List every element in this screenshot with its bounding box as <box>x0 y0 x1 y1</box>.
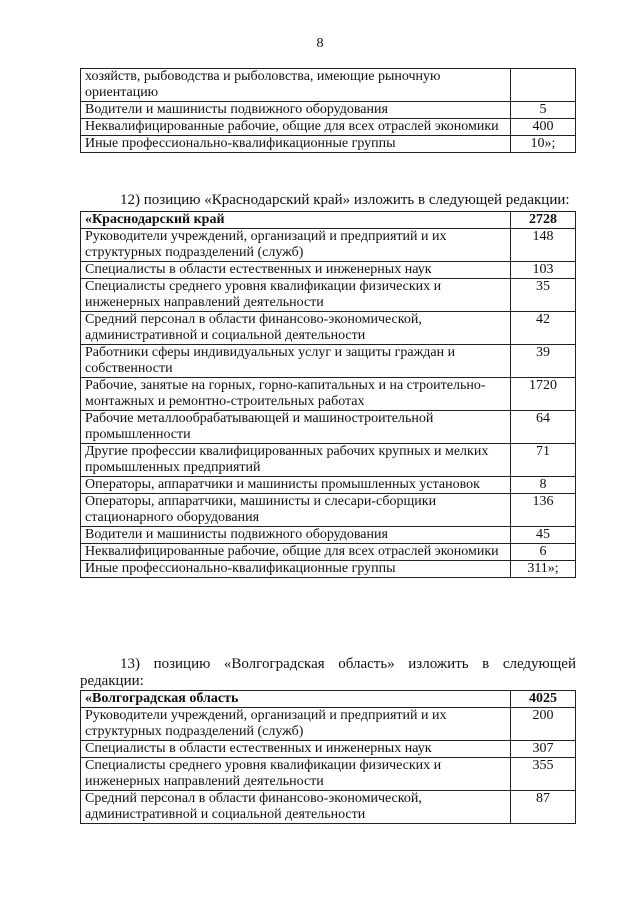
quota-value-cell: 8 <box>511 477 576 494</box>
table-row <box>81 69 576 102</box>
paragraph-12: 12) позицию «Краснодарский край» изложить в следующей редакции: <box>120 192 570 208</box>
table-row <box>81 279 576 312</box>
quota-value-cell: 200 <box>511 708 576 741</box>
quota-value-cell: 35 <box>511 279 576 312</box>
occupation-group-cell: Операторы, аппаратчики и машинисты промышленных установок <box>81 477 511 494</box>
occupation-group-cell: Иные профессионально-квалификационные группы <box>81 136 511 153</box>
table-row <box>81 561 576 578</box>
table-row <box>81 741 576 758</box>
occupation-group-cell: Руководители учреждений, организаций и предприятий и их структурных подразделений (служб) <box>81 708 511 741</box>
table-row <box>81 378 576 411</box>
occupation-group-cell: Специалисты среднего уровня квалификации физических и инженерных направлений деятельности <box>81 758 511 791</box>
quota-value-cell: 148 <box>511 229 576 262</box>
region-total-cell: 4025 <box>511 691 576 708</box>
table-row <box>81 477 576 494</box>
table-volgograd <box>80 690 576 824</box>
occupation-group-cell: Рабочие, занятые на горных, горно-капитальных и на строительно-монтажных и ремонтно-строительных работах <box>81 378 511 411</box>
quota-value-cell: 103 <box>511 262 576 279</box>
quota-value-cell: 5 <box>511 102 576 119</box>
table-row <box>81 119 576 136</box>
quota-value-cell <box>511 69 576 102</box>
table-row <box>81 136 576 153</box>
occupation-group-cell: Работники сферы индивидуальных услуг и защиты граждан и собственности <box>81 345 511 378</box>
table-row <box>81 527 576 544</box>
quota-value-cell: 71 <box>511 444 576 477</box>
table-krasnodar <box>80 211 576 578</box>
quota-value-cell: 45 <box>511 527 576 544</box>
table-row <box>81 708 576 741</box>
quota-value-cell: 42 <box>511 312 576 345</box>
table-row <box>81 494 576 527</box>
table-header-row <box>81 212 576 229</box>
quota-value-cell: 136 <box>511 494 576 527</box>
table-row <box>81 544 576 561</box>
page-number: 8 <box>316 36 324 51</box>
quota-value-cell: 1720 <box>511 378 576 411</box>
paragraph-13-line-1: 13) позицию «Волгоградская область» изложить в следующей <box>120 656 576 672</box>
table-row <box>81 411 576 444</box>
table-row <box>81 229 576 262</box>
quota-value-cell: 64 <box>511 411 576 444</box>
quota-value-cell: 6 <box>511 544 576 561</box>
occupation-group-cell: Средний персонал в области финансово-экономической, административной и социальной деятельности <box>81 312 511 345</box>
quota-value-cell: 355 <box>511 758 576 791</box>
region-name-cell: «Волгоградская область <box>81 691 511 708</box>
quota-value-cell: 307 <box>511 741 576 758</box>
table-header-row <box>81 691 576 708</box>
occupation-group-cell: Неквалифицированные рабочие, общие для всех отраслей экономики <box>81 119 511 136</box>
occupation-group-cell: Неквалифицированные рабочие, общие для всех отраслей экономики <box>81 544 511 561</box>
occupation-group-cell: Рабочие металлообрабатывающей и машиностроительной промышленности <box>81 411 511 444</box>
region-name-cell: «Краснодарский край <box>81 212 511 229</box>
quota-value-cell: 87 <box>511 791 576 824</box>
quota-value-cell: 400 <box>511 119 576 136</box>
table-top-continuation <box>80 68 576 153</box>
occupation-group-cell: хозяйств, рыбоводства и рыболовства, имеющие рыночную ориентацию <box>81 69 511 102</box>
table-row <box>81 791 576 824</box>
occupation-group-cell: Операторы, аппаратчики, машинисты и слесари-сборщики стационарного оборудования <box>81 494 511 527</box>
occupation-group-cell: Иные профессионально-квалификационные группы <box>81 561 511 578</box>
occupation-group-cell: Специалисты среднего уровня квалификации физических и инженерных направлений деятельности <box>81 279 511 312</box>
table-row <box>81 312 576 345</box>
quota-value-cell: 10»; <box>511 136 576 153</box>
occupation-group-cell: Водители и машинисты подвижного оборудования <box>81 527 511 544</box>
table-row <box>81 345 576 378</box>
table-row <box>81 758 576 791</box>
occupation-group-cell: Специалисты в области естественных и инженерных наук <box>81 262 511 279</box>
paragraph-13-line-2: редакции: <box>80 673 144 689</box>
occupation-group-cell: Руководители учреждений, организаций и предприятий и их структурных подразделений (служб) <box>81 229 511 262</box>
region-total-cell: 2728 <box>511 212 576 229</box>
occupation-group-cell: Другие профессии квалифицированных рабочих крупных и мелких промышленных предприятий <box>81 444 511 477</box>
quota-value-cell: 311»; <box>511 561 576 578</box>
quota-value-cell: 39 <box>511 345 576 378</box>
table-row <box>81 102 576 119</box>
table-row <box>81 444 576 477</box>
occupation-group-cell: Водители и машинисты подвижного оборудования <box>81 102 511 119</box>
occupation-group-cell: Средний персонал в области финансово-экономической, административной и социальной деятельности <box>81 791 511 824</box>
occupation-group-cell: Специалисты в области естественных и инженерных наук <box>81 741 511 758</box>
table-row <box>81 262 576 279</box>
